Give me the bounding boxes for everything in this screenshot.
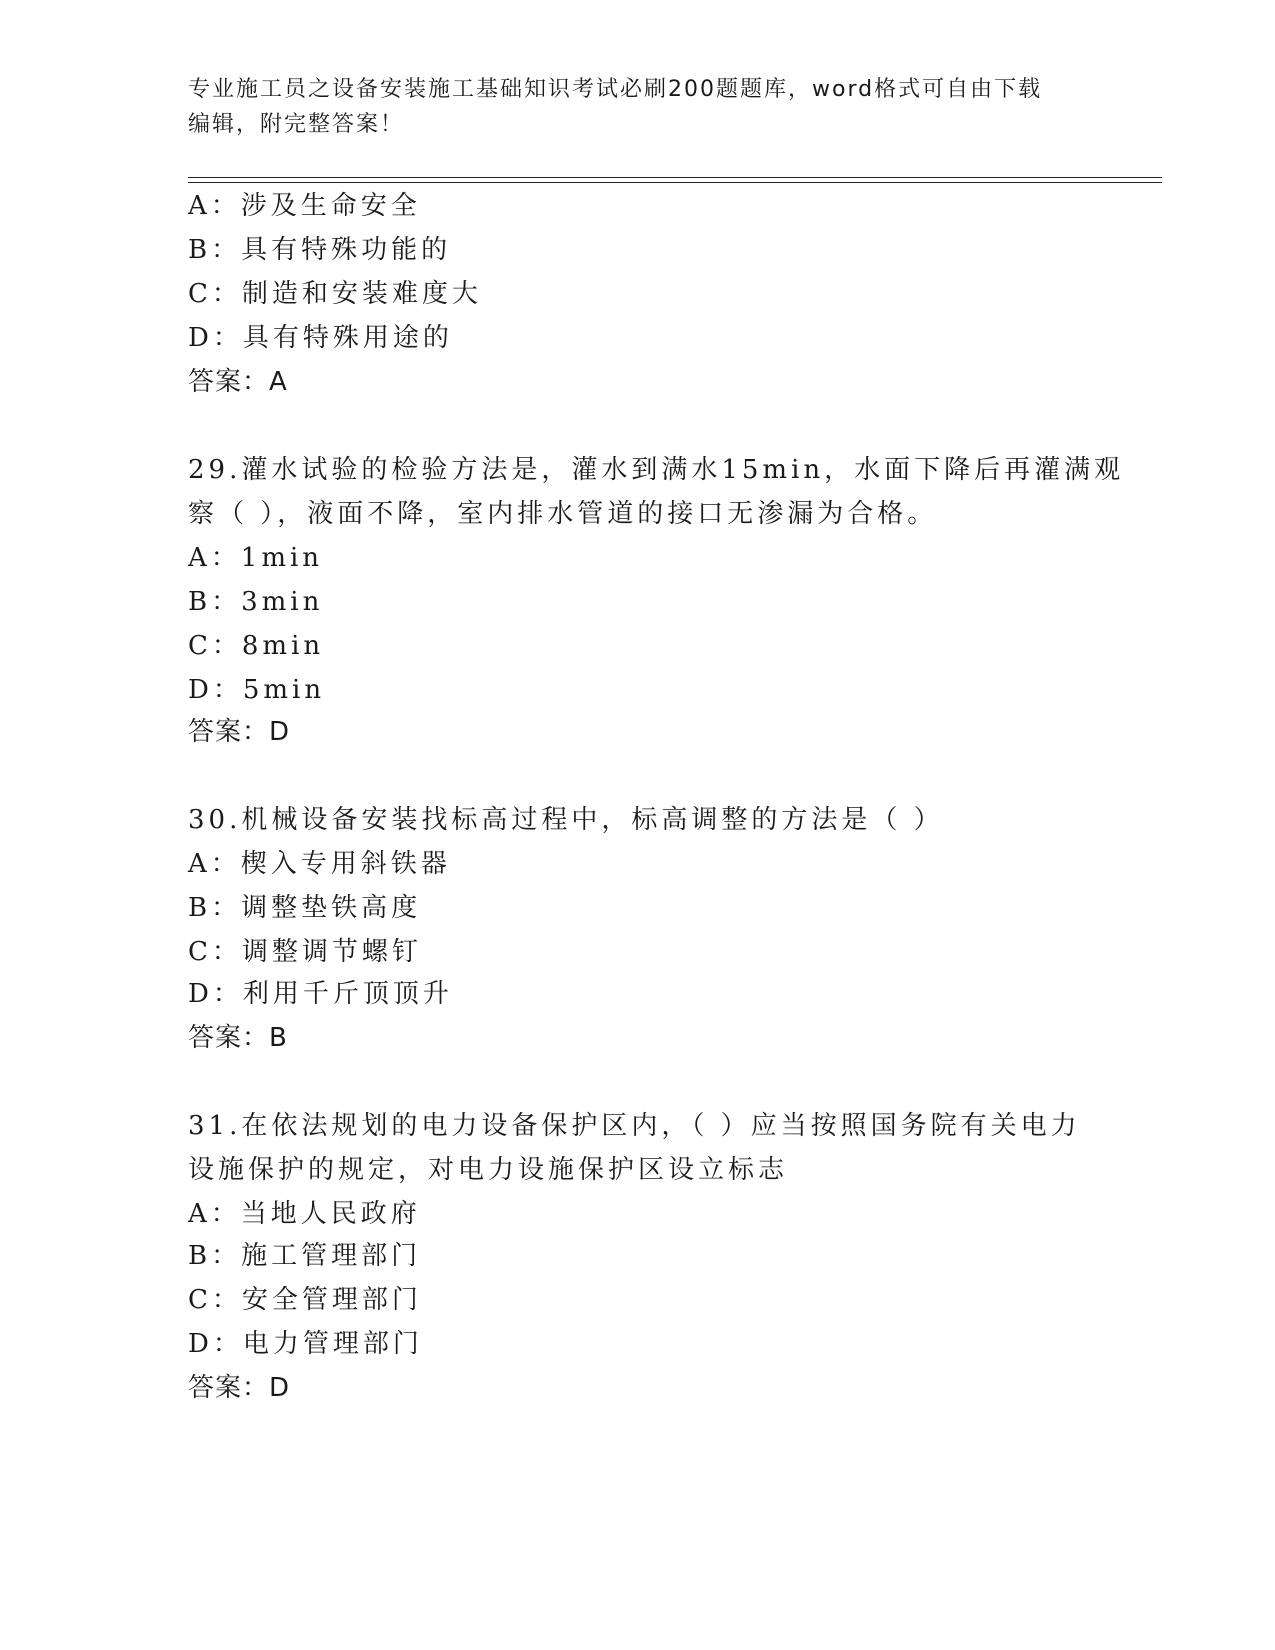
- option-c: C：制造和安装难度大: [188, 279, 482, 309]
- option-a: A：当地人民政府: [188, 1199, 421, 1229]
- document-header: [188, 72, 1088, 142]
- question-stem-line: 30.机械设备安装找标高过程中，标高调整的方法是（ ）: [188, 805, 944, 835]
- answer-line: 答案：A: [188, 367, 288, 397]
- question-stem-line: 察（ ），液面不降，室内排水管道的接口无渗漏为合格。: [188, 499, 938, 529]
- option-d: D：利用千斤顶顶升: [188, 979, 453, 1009]
- question-stem-line: 29.灌水试验的检验方法是，灌水到满水15min，水面下降后再灌满观: [188, 455, 1125, 485]
- option-a: A：楔入专用斜铁器: [188, 849, 451, 879]
- option-c: C：8min: [188, 631, 325, 661]
- option-a: A：涉及生命安全: [188, 191, 421, 221]
- answer-line: 答案：D: [188, 717, 291, 747]
- header-divider-bottom: [188, 182, 1162, 183]
- option-d: D：电力管理部门: [188, 1329, 423, 1359]
- option-b: B：施工管理部门: [188, 1241, 422, 1271]
- header-divider-top: [188, 177, 1162, 178]
- question-stem-line: 31.在依法规划的电力设备保护区内，（ ）应当按照国务院有关电力: [188, 1111, 1081, 1141]
- answer-line: 答案：B: [188, 1023, 288, 1053]
- option-d: D：5min: [188, 675, 326, 705]
- option-c: C：调整调节螺钉: [188, 937, 422, 967]
- header-title-line-2: 编辑，附完整答案！: [188, 112, 405, 137]
- option-b: B：具有特殊功能的: [188, 235, 452, 265]
- option-a: A：1min: [188, 543, 324, 573]
- option-c: C：安全管理部门: [188, 1285, 422, 1315]
- option-d: D：具有特殊用途的: [188, 323, 453, 353]
- option-b: B：3min: [188, 587, 324, 617]
- header-title-line-1: 专业施工员之设备安装施工基础知识考试必刷200题题库，word格式可自由下载: [188, 77, 1043, 102]
- question-stem-line: 设施保护的规定，对电力设施保护区设立标志: [188, 1155, 789, 1185]
- answer-line: 答案：D: [188, 1373, 291, 1403]
- option-b: B：调整垫铁高度: [188, 893, 422, 923]
